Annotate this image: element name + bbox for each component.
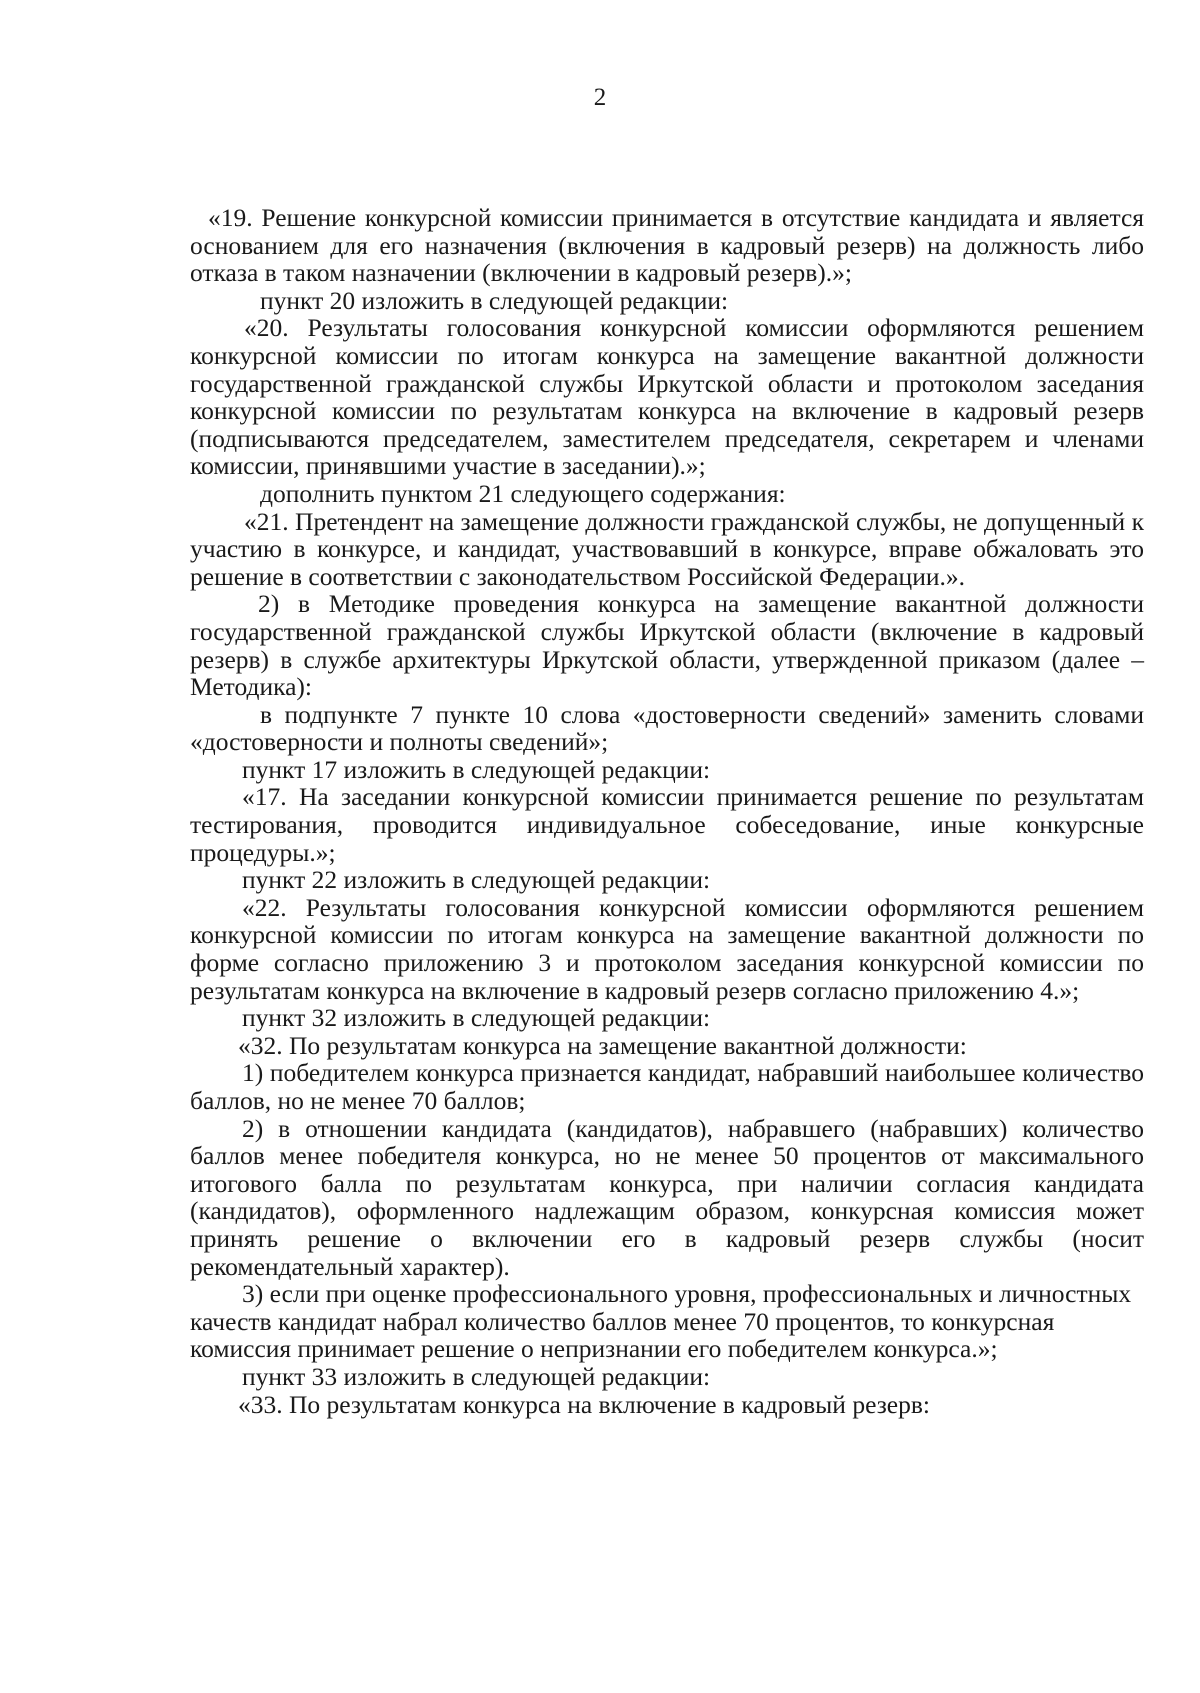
paragraph-item-32-3: 3) если при оценке профессионального уровня, профессиональных и личностных качеств кандидат набрал количество баллов менее 70 процентов, то конкурсная комиссия принимает решение о непризнании его победителем конкурса.»; xyxy=(190,1279,1132,1364)
paragraph-instruction-21: дополнить пунктом 21 следующего содержания: xyxy=(260,478,786,508)
paragraph-item-17: «17. На заседании конкурсной комиссии принимается решение по результатам тестирования, проводится индивидуальное собеседование, иные конкурсные процедуры.»; xyxy=(190,782,1144,867)
paragraph-item-32-1: 1) победителем конкурса признается кандидат, набравший наибольшее количество баллов, но не менее 70 баллов; xyxy=(190,1058,1144,1115)
paragraph-subpoint-7: в подпункте 7 пункте 10 слова «достоверности сведений» заменить словами «достоверности и полноты сведений»; xyxy=(190,699,1144,757)
paragraph-instruction-22: пункт 22 изложить в следующей редакции: xyxy=(242,865,711,895)
paragraph-item-22: «22. Результаты голосования конкурсной комиссии оформляются решением конкурсной комиссии по итогам конкурса на замещение вакантной должности по форме согласно приложению 3 и протоколом заседания конкурсной комиссии по результатам конкурса на включение в кадровый резерв согласно приложению 4.»; xyxy=(190,892,1144,1005)
paragraph-instruction-17: пункт 17 изложить в следующей редакции: xyxy=(242,754,711,784)
paragraph-item-21: «21. Претендент на замещение должности гражданской службы, не допущенный к участию в конкурсе, и кандидат, участвовавший в конкурсе, вправе обжаловать это решение в соответствии с законодательством Российской Федерации.». xyxy=(190,506,1144,591)
paragraph-item-32: «32. По результатам конкурса на замещение вакантной должности: xyxy=(238,1030,967,1060)
paragraph-methodology: 2) в Методике проведения конкурса на замещение вакантной должности государственной гражданской службы Иркутской области (включение в кадровый резерв) в службе архитектуры Иркутской области, утвержденной приказом (далее – Методика): xyxy=(190,589,1144,702)
paragraph-item-19: «19. Решение конкурсной комиссии принимается в отсутствие кандидата и является основанием для его назначения (включения в кадровый резерв) на должность либо отказа в таком назначении (включении в кадровый резерв).»; xyxy=(190,203,1144,288)
paragraph-item-32-2: 2) в отношении кандидата (кандидатов), набравшего (набравших) количество баллов менее победителя конкурса, но не менее 50 процентов от максимального итогового балла по результатам конкурса, при наличии согласия кандидата (кандидатов), оформленного надлежащим образом, конкурсная комиссия может принять решение о включении его в кадровый резерв службы (носит рекомендательный характер). xyxy=(190,1113,1144,1281)
paragraph-item-20: «20. Результаты голосования конкурсной комиссии оформляются решением конкурсной комиссии по итогам конкурса на замещение вакантной должности государственной гражданской службы Иркутской области и протоколом заседания конкурсной комиссии по результатам конкурса на включение в кадровый резерв (подписываются председателем, заместителем председателя, секретарем и членами комиссии, принявшими участие в заседании).»; xyxy=(190,313,1144,481)
page-number: 2 xyxy=(593,84,607,111)
paragraph-item-33: «33. По результатам конкурса на включение в кадровый резерв: xyxy=(238,1389,930,1419)
document-body xyxy=(190,204,1144,1418)
paragraph-instruction-32: пункт 32 изложить в следующей редакции: xyxy=(242,1003,711,1033)
paragraph-instruction-20: пункт 20 изложить в следующей редакции: xyxy=(260,285,729,315)
paragraph-instruction-33: пункт 33 изложить в следующей редакции: xyxy=(242,1361,711,1391)
